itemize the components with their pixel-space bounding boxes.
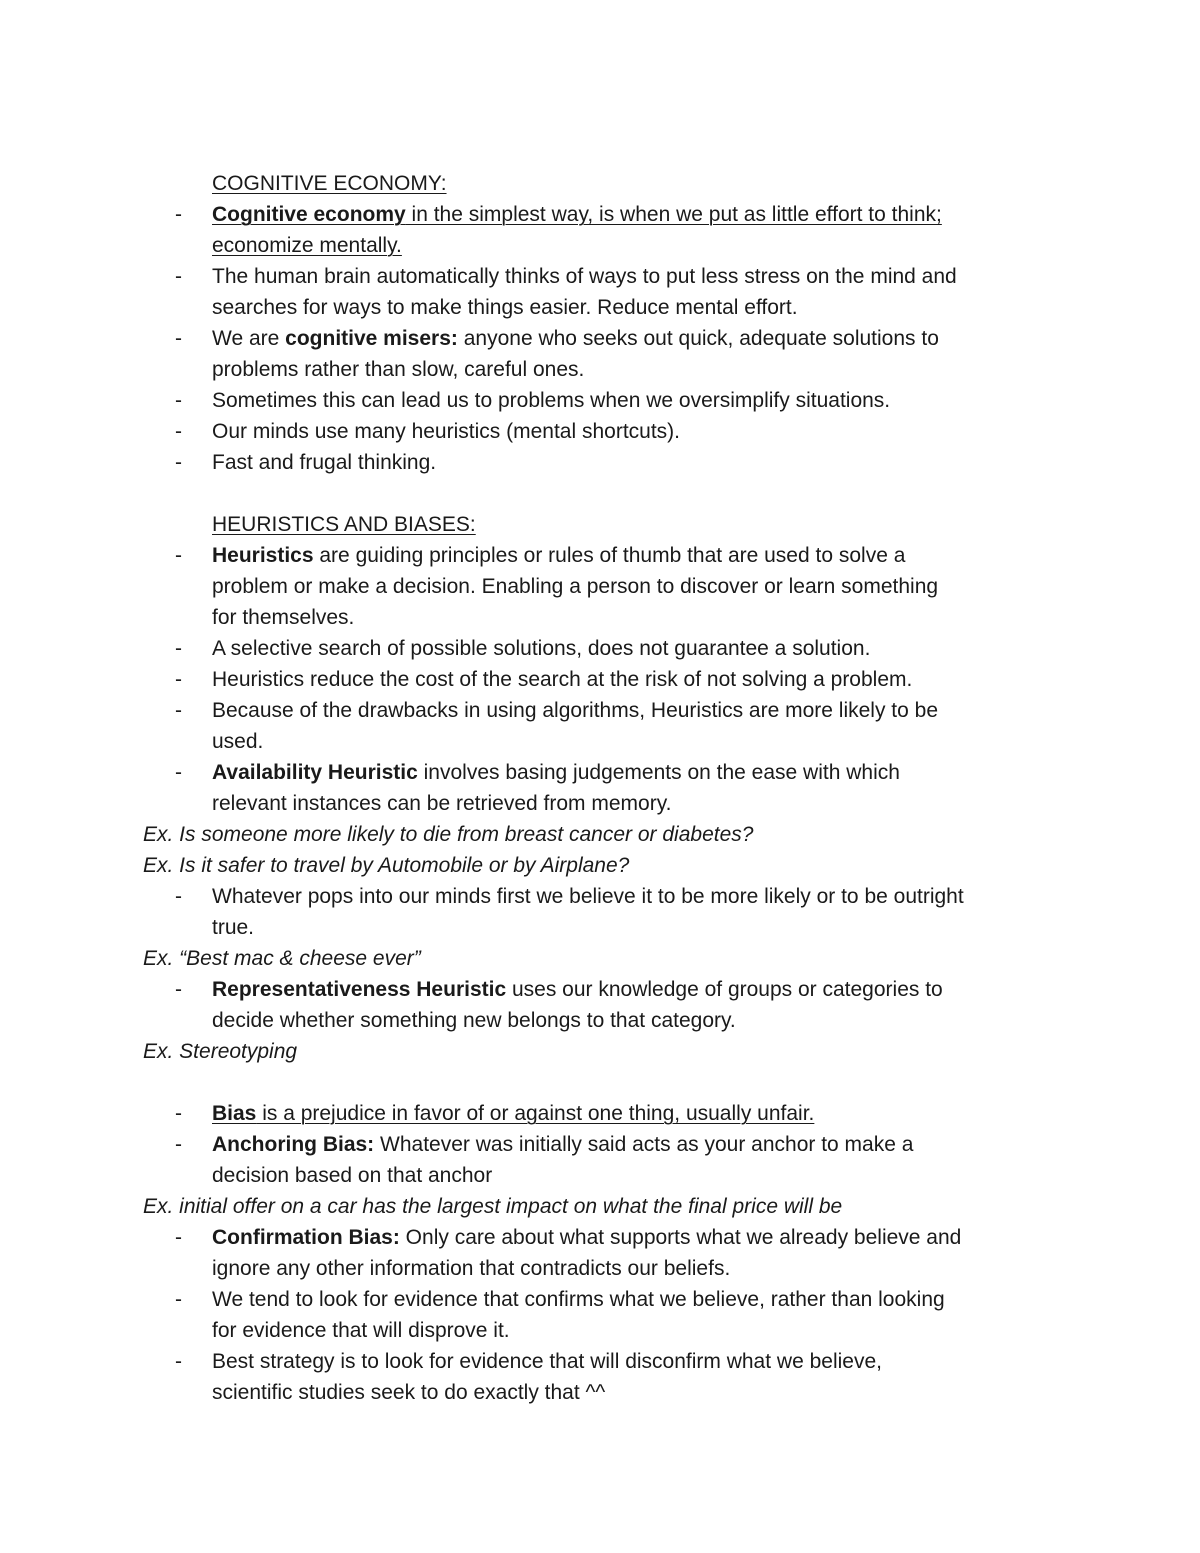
bullet-line: - Heuristics are guiding principles or rules of thumb that are used to solve a <box>0 540 1200 571</box>
bullet-continuation: for evidence that will disprove it. <box>212 1319 510 1342</box>
term-cognitive-misers: cognitive misers: <box>285 327 458 350</box>
dash-marker: - <box>175 761 182 784</box>
term-cognitive-economy: Cognitive economy <box>212 203 406 226</box>
bullet-continuation: used. <box>212 730 264 753</box>
example-line: Ex. initial offer on a car has the largest impact on what the final price will be <box>143 1195 843 1218</box>
bullet-line: - Representativeness Heuristic uses our knowledge of groups or categories to <box>0 974 1200 1005</box>
bullet-continuation: decision based on that anchor <box>212 1164 493 1187</box>
section-heading-cognitive-economy: COGNITIVE ECONOMY: <box>212 172 447 195</box>
bullet-line: - We tend to look for evidence that confirms what we believe, rather than looking <box>0 1284 1200 1315</box>
dash-marker: - <box>175 637 182 660</box>
term-representativeness-heuristic: Representativeness Heuristic <box>212 978 507 1001</box>
bullet-continuation: true. <box>212 916 255 939</box>
bullet-continuation: economize mentally. <box>212 234 402 257</box>
example-line: Ex. Is someone more likely to die from breast cancer or diabetes? <box>143 823 754 846</box>
dash-marker: - <box>175 420 182 443</box>
dash-marker: - <box>175 451 182 474</box>
term-availability-heuristic: Availability Heuristic <box>212 761 418 784</box>
bullet-line: - Availability Heuristic involves basing judgements on the ease with which <box>0 757 1200 788</box>
bullet-line <box>0 1098 1200 1129</box>
term-confirmation-bias: Confirmation Bias: <box>212 1226 400 1249</box>
bullet-continuation: relevant instances can be retrieved from memory. <box>212 792 672 815</box>
bullet-continuation: problems rather than slow, careful ones. <box>212 358 585 381</box>
dash-marker: - <box>175 389 182 412</box>
bullet-line: - Because of the drawbacks in using algorithms, Heuristics are more likely to be <box>0 695 1200 726</box>
dash-marker: - <box>175 1350 182 1373</box>
bullet-line: - Sometimes this can lead us to problems when we oversimplify situations. <box>0 385 1200 416</box>
bullet-line: - Fast and frugal thinking. <box>0 447 1200 478</box>
dash-marker: - <box>175 327 182 350</box>
bullet-line: - Confirmation Bias: Only care about what supports what we already believe and <box>0 1222 1200 1253</box>
bullet-continuation: decide whether something new belongs to that category. <box>212 1009 736 1032</box>
underlined-text: Bias is a prejudice in favor of or against one thing, usually unfair. <box>212 1102 815 1125</box>
dash-marker: - <box>175 699 182 722</box>
bullet-line: - Heuristics reduce the cost of the search at the risk of not solving a problem. <box>0 664 1200 695</box>
bullet-line: - Best strategy is to look for evidence that will disconfirm what we believe, <box>0 1346 1200 1377</box>
example-line: Ex. Stereotyping <box>143 1040 298 1063</box>
bullet-line: - The human brain automatically thinks of ways to put less stress on the mind and <box>0 261 1200 292</box>
bullet-line: - Whatever pops into our minds first we believe it to be more likely or to be outright <box>0 881 1200 912</box>
bullet-continuation: for themselves. <box>212 606 355 629</box>
bullet-line: - Our minds use many heuristics (mental shortcuts). <box>0 416 1200 447</box>
dash-marker: - <box>175 265 182 288</box>
bullet-line: - Anchoring Bias: Whatever was initially said acts as your anchor to make a <box>0 1129 1200 1160</box>
bullet-continuation: searches for ways to make things easier. Reduce mental effort. <box>212 296 798 319</box>
dash-marker: - <box>175 1133 182 1156</box>
bullet-continuation: scientific studies seek to do exactly that ^^ <box>212 1381 606 1404</box>
spacer <box>0 1067 1200 1098</box>
dash-marker: - <box>175 203 182 226</box>
bullet-line: - We are cognitive misers: anyone who seeks out quick, adequate solutions to <box>0 323 1200 354</box>
bullet-continuation: ignore any other information that contradicts our beliefs. <box>212 1257 731 1280</box>
example-line: Ex. Is it safer to travel by Automobile or by Airplane? <box>143 854 630 877</box>
dash-marker: - <box>175 544 182 567</box>
spacer <box>0 478 1200 509</box>
section-heading-heuristics-and-biases: HEURISTICS AND BIASES: <box>212 513 476 536</box>
dash-marker: - <box>175 885 182 908</box>
document-page <box>0 168 1200 1408</box>
underlined-text: Cognitive economy in the simplest way, is when we put as little effort to think; <box>212 203 942 226</box>
dash-marker: - <box>175 668 182 691</box>
bullet-line <box>0 199 1200 230</box>
term-bias: Bias <box>212 1102 257 1125</box>
dash-marker: - <box>175 1102 182 1125</box>
bullet-line: - A selective search of possible solutions, does not guarantee a solution. <box>0 633 1200 664</box>
dash-marker: - <box>175 1288 182 1311</box>
term-anchoring-bias: Anchoring Bias: <box>212 1133 375 1156</box>
example-line: Ex. “Best mac & cheese ever” <box>143 947 421 970</box>
term-heuristics: Heuristics <box>212 544 314 567</box>
dash-marker: - <box>175 1226 182 1249</box>
dash-marker: - <box>175 978 182 1001</box>
bullet-continuation: problem or make a decision. Enabling a person to discover or learn something <box>212 575 939 598</box>
